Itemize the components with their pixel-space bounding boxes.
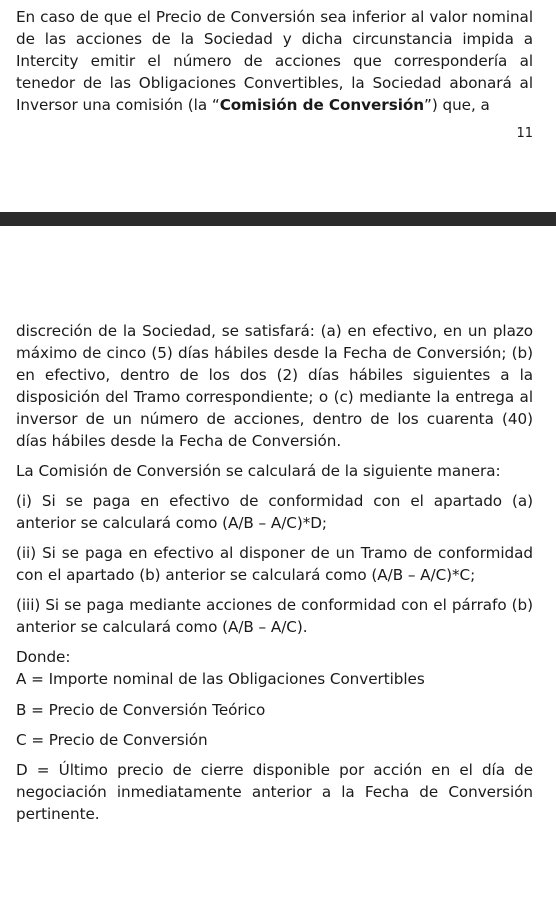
defined-term-bold: Comisión de Conversión — [219, 96, 425, 114]
definition-a: A = Importe nominal de las Obligaciones Convertibles — [16, 670, 425, 688]
page-number: 11 — [516, 126, 533, 141]
page-top — [0, 0, 556, 212]
commission-paragraph — [16, 6, 533, 116]
item-i-paragraph: (i) Si se paga en efectivo de conformidad con el apartado (a) anterior se calculará como (A/B – A/C)*D; — [16, 492, 533, 532]
continuation-paragraph: discreción de la Sociedad, se satisfará: (a) en efectivo, en un plazo máximo de cinco (5) días hábiles desde la Fecha de Conversión; (b) en efectivo, dentro de los dos (2) días hábiles siguientes a la disposición del Tramo correspondiente; o (c) mediante la entrega al inversor de un número de acciones, dentro de los cuarenta (40) días hábiles desde la Fecha de Conversión. — [16, 322, 533, 450]
page-separator — [0, 212, 556, 226]
calc-intro-paragraph: La Comisión de Conversión se calculará de la siguiente manera: — [16, 462, 501, 480]
paragraph-tail-text: ”) que, a — [424, 96, 490, 114]
page-bottom — [0, 226, 556, 910]
definition-b: B = Precio de Conversión Teórico — [16, 701, 266, 719]
donde-label: Donde: — [16, 648, 71, 666]
definition-d: D = Último precio de cierre disponible por acción en el día de negociación inmediatamente anterior a la Fecha de Conversión pertinente. — [16, 761, 533, 823]
item-ii-paragraph: (ii) Si se paga en efectivo al disponer de un Tramo de conformidad con el apartado (b) anterior se calculará como (A/B – A/C)*C; — [16, 544, 533, 584]
item-iii-paragraph: (iii) Si se paga mediante acciones de conformidad con el párrafo (b) anterior se calculará como (A/B – A/C). — [16, 596, 533, 636]
definition-c: C = Precio de Conversión — [16, 731, 208, 749]
bottom-content — [16, 320, 533, 825]
top-paragraph — [16, 6, 533, 116]
paragraph-lead-text: En caso de que el Precio de Conversión sea inferior al valor nominal de las acciones de la Sociedad y dicha circunstancia impida a Intercity emitir el número de acciones que correspondería al tenedor de las Obligaciones Convertibles, la Sociedad abonará al Inversor una comisión (la “ — [16, 8, 533, 114]
